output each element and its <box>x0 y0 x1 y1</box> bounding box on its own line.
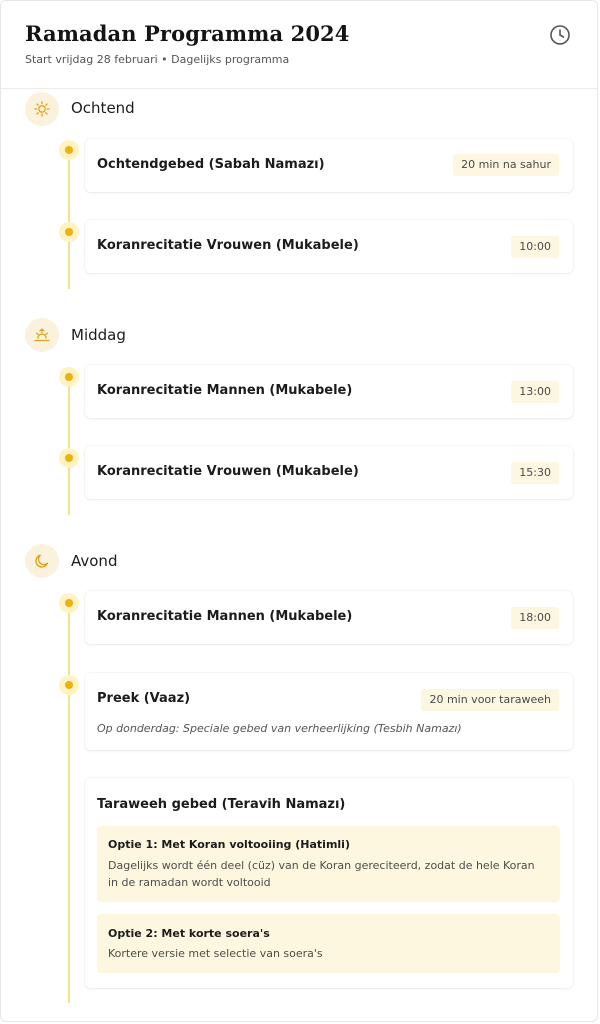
item-title: Preek (Vaaz) <box>97 691 191 706</box>
timeline-dot <box>59 448 79 468</box>
option-card <box>97 914 560 973</box>
section-title-avond: Avond <box>71 552 118 570</box>
option-card <box>97 826 560 902</box>
option-description: Kortere versie met selectie van soera's <box>108 947 323 960</box>
page-subtitle: Start vrijdag 28 februari • Dagelijks programma <box>25 53 290 66</box>
timeline-dot <box>59 593 79 613</box>
time-badge: 10:00 <box>511 236 559 258</box>
timeline-line <box>68 141 70 289</box>
schedule-item[interactable] <box>85 673 573 750</box>
item-title: Taraweeh gebed (Teravih Namazı) <box>97 797 346 812</box>
schedule-item[interactable] <box>85 139 573 192</box>
schedule-item[interactable] <box>85 591 573 644</box>
schedule-item-taraweeh[interactable] <box>85 778 573 988</box>
sunset-icon <box>25 318 59 352</box>
page-title: Ramadan Programma 2024 <box>25 21 350 46</box>
time-badge: 15:30 <box>511 462 559 484</box>
schedule-item[interactable] <box>85 446 573 499</box>
option-title: Optie 1: Met Koran voltooiing (Hatimli) <box>108 838 350 851</box>
item-title: Koranrecitatie Mannen (Mukabele) <box>97 383 353 398</box>
time-badge: 18:00 <box>511 607 559 629</box>
timeline-line <box>68 367 70 515</box>
item-title: Koranrecitatie Vrouwen (Mukabele) <box>97 464 359 479</box>
time-badge: 20 min voor taraweeh <box>421 689 559 711</box>
header <box>1 1 597 89</box>
clock-icon[interactable] <box>549 24 571 46</box>
item-title: Ochtendgebed (Sabah Namazı) <box>97 157 325 172</box>
schedule-item[interactable] <box>85 220 573 273</box>
option-description: Dagelijks wordt één deel (cüz) van de Koran gereciteerd, zodat de hele Koran in de ramadan wordt voltooid <box>108 859 535 889</box>
time-badge: 20 min na sahur <box>453 154 559 176</box>
timeline-dot <box>59 140 79 160</box>
timeline-dot <box>59 367 79 387</box>
sun-icon <box>25 92 59 126</box>
section-title-ochtend: Ochtend <box>71 99 135 117</box>
item-title: Koranrecitatie Vrouwen (Mukabele) <box>97 238 359 253</box>
option-title: Optie 2: Met korte soera's <box>108 927 270 940</box>
timeline-line <box>68 593 70 1003</box>
timeline-dot <box>59 675 79 695</box>
moon-icon <box>25 544 59 578</box>
section-title-middag: Middag <box>71 326 126 344</box>
time-badge: 13:00 <box>511 381 559 403</box>
item-note: Op donderdag: Speciale gebed van verheerlijking (Tesbih Namazı) <box>97 722 462 735</box>
timeline-dot <box>59 222 79 242</box>
schedule-item[interactable] <box>85 365 573 418</box>
item-title: Koranrecitatie Mannen (Mukabele) <box>97 609 353 624</box>
